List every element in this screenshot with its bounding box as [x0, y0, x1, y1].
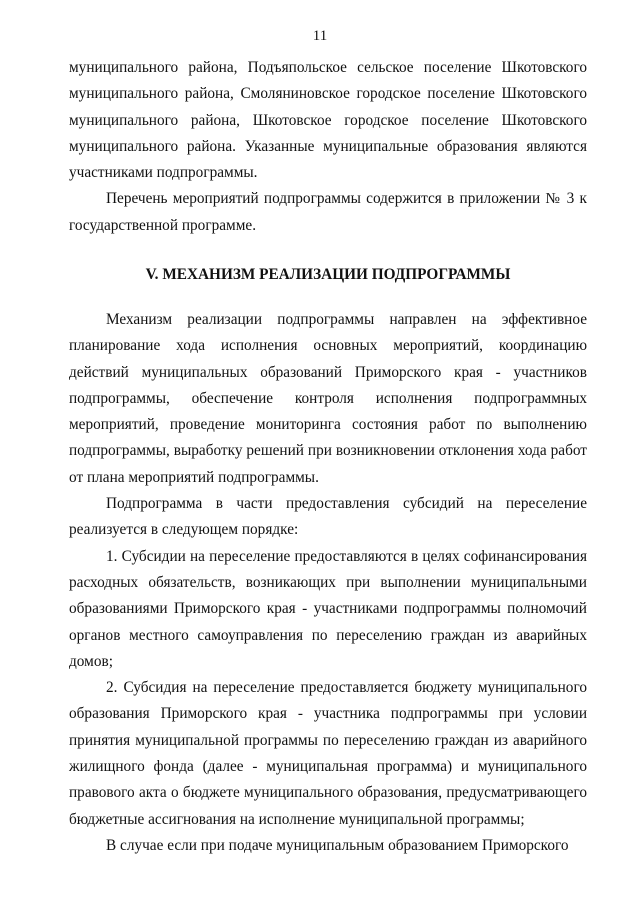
page-number: 11 [312, 28, 328, 44]
top-text-block [69, 55, 587, 239]
paragraph-item-2: 2. Субсидия на переселение предоставляется бюджету муниципального образования Приморского края - участника подпрограммы при условии принятия муниципальной программы по переселению граждан из аварийного жилищного фонда (далее - муниципальная программа) и муниципального правового акта о бюджете муниципального образования, предусматривающего бюджетные ассигнования на исполнение муниципальной программы; [69, 679, 587, 828]
paragraph-mechanism: Механизм реализации подпрограммы направлен на эффективное планирование хода исполнения основных мероприятий, координацию действий муниципальных образований Приморского края - участников подпрограммы, обеспечение контроля исполнения подпрограммных мероприятий, проведение мониторинга состояния работ по выполнению подпрограммы, выработку решений при возникновении отклонения хода работ от плана мероприятий подпрограммы. [69, 311, 587, 486]
paragraph-activities-list-reference: Перечень мероприятий подпрограммы содержится в приложении № 3 к государственной программе. [69, 190, 587, 234]
paragraph-municipalities-list: муниципального района, Подъяпольское сельское поселение Шкотовского муниципального района, Смоляниновское городское поселение Шкотовского муниципального района, Шкотовское городское поселение Шкотовского муниципального района. Указанные муниципальные образования являются участниками подпрограммы. [69, 59, 587, 182]
section-heading: V. МЕХАНИЗМ РЕАЛИЗАЦИИ ПОДПРОГРАММЫ [145, 266, 511, 283]
paragraph-subsidy-order: Подпрограмма в части предоставления субсидий на переселение реализуется в следующем порядке: [69, 495, 587, 539]
paragraph-item-1: 1. Субсидии на переселение предоставляются в целях софинансирования расходных обязательств, возникающих при выполнении муниципальными образованиями Приморского края - участниками подпрограммы полномочий органов местного самоуправления по переселению граждан из аварийных домов; [69, 547, 587, 670]
bottom-text-block [69, 307, 587, 859]
section-heading-block [69, 262, 587, 288]
paragraph-case-start: В случае если при подаче муниципальным образованием Приморского [106, 836, 569, 854]
